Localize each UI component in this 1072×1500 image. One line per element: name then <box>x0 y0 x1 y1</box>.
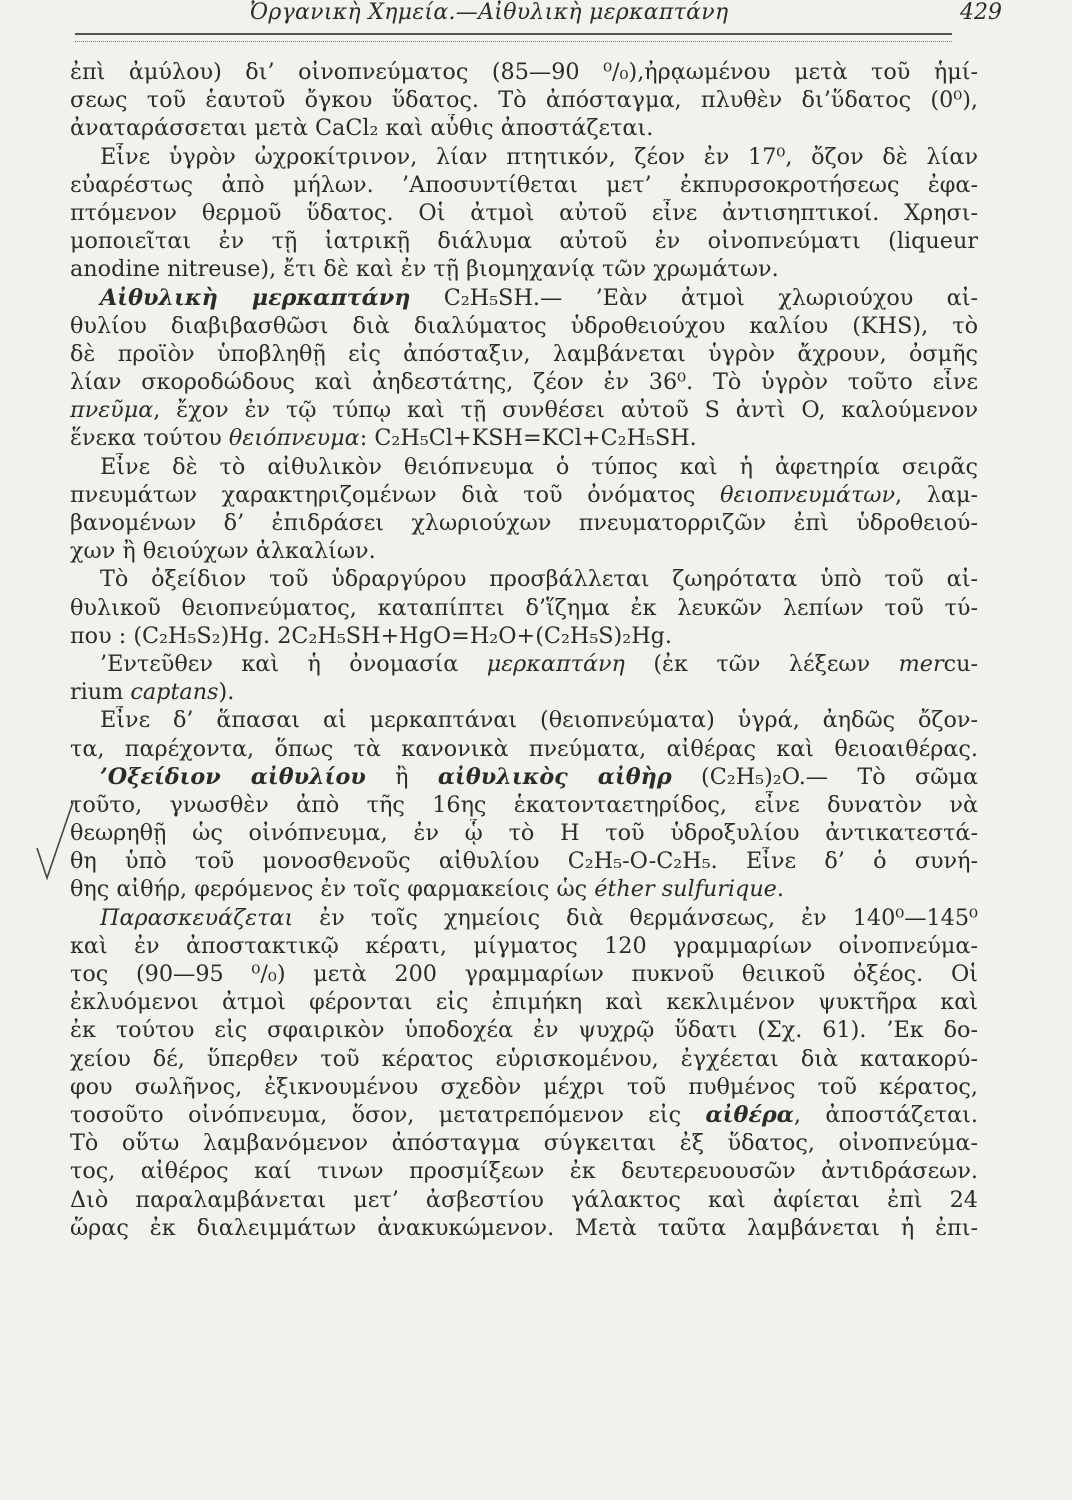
text-line <box>70 622 978 650</box>
text-run: ἕνεκα τούτου <box>70 425 229 452</box>
text-line <box>70 875 978 903</box>
bold-term: αἰθυλικὸς αἰθὴρ <box>437 763 672 790</box>
text-line <box>70 453 978 481</box>
italic-term: θειόπνευμα <box>228 425 360 452</box>
text-line <box>70 904 978 932</box>
text-run: Εἶνε δ’ ἅπασαι αἱ μερκαπτάναι (θειοπνεύματα) ὑγρά, ἀηδῶς ὄζον- <box>100 707 978 734</box>
text-line <box>70 1101 978 1129</box>
text-run: ἐκ τούτου εἰς σφαιρικὸν ὑποδοχέα ἐν ψυχρῷ ὕδατι (Σχ. 61). ’Εκ δο- <box>70 1017 978 1044</box>
text-line <box>70 735 978 763</box>
text-run: ἢ <box>365 763 438 790</box>
text-run: ἐκλυόμενοι ἀτμοὶ φέρονται εἰς ἐπιμήκη καὶ κεκλιμένον ψυκτῆρα καὶ <box>70 989 978 1016</box>
text-line <box>70 1129 978 1157</box>
text-run: : C₂H₅Cl+KSH=KCl+C₂H₅SH. <box>359 425 697 452</box>
text-line <box>70 594 978 622</box>
text-line <box>70 312 978 340</box>
text-line <box>70 424 978 452</box>
text-line <box>70 284 978 312</box>
text-line <box>70 537 978 565</box>
text-run: , ἔχον ἐν τῷ τύπῳ καὶ τῇ συνθέσει αὐτοῦ S ἀντὶ O, καλούμενον <box>153 397 978 424</box>
italic-term: θειοπνευμάτων <box>720 481 896 508</box>
italic-term: μερκαπτάνη <box>486 650 625 677</box>
text-run: (C₂H₅)₂O.— Τὸ σῶμα <box>671 763 978 790</box>
text-line <box>70 509 978 537</box>
text-run: θεωρηθῇ ὡς οἰνόπνευμα, ἐν ᾧ τὸ H τοῦ ὑδροξυλίου ἀντικατεστά- <box>70 820 978 847</box>
header-rule <box>75 33 952 42</box>
text-run: καὶ ἐν ἀποστακτικῷ κέρατι, μίγματος 120 γραμμαρίων οἰνοπνεύμα- <box>70 932 978 959</box>
text-run: δὲ προϊὸν ὑποβληθῇ εἰς ἀπόσταξιν, λαμβάνεται ὑγρὸν ἄχρουν, ὀσμῆς <box>70 340 978 367</box>
text-line <box>70 1157 978 1185</box>
text-run: βανομένων δ’ ἐπιδράσει χλωριούχων πνευματορριζῶν ἐπὶ ὑδροθειού- <box>70 510 978 536</box>
text-run: τα, παρέχοντα, ὅπως τὰ κανονικὰ πνεύματα, αἰθέρας καὶ θειοαιθέρας. <box>70 735 978 762</box>
text-run: cu- <box>943 650 978 677</box>
text-line <box>70 255 978 283</box>
text-line <box>70 1016 978 1044</box>
italic-term: Παρασκευάζεται <box>100 904 294 931</box>
text-run: τοῦτο, γνωσθὲν ἀπὸ τῆς 16ης ἑκατονταετηρίδος, εἶνε δυνατὸν νὰ <box>70 791 978 818</box>
text-line <box>70 86 978 114</box>
text-run: Τὸ ὀξείδιον τοῦ ὑδραργύρου προσβάλλεται ζωηρότατα ὑπὸ τοῦ αἰ- <box>100 566 978 593</box>
text-run: . <box>776 876 784 903</box>
text-run: anodine nitreuse), ἔτι δὲ καὶ ἐν τῇ βιομηχανίᾳ τῶν χρωμάτων. <box>70 256 779 283</box>
text-line <box>70 368 978 396</box>
text-line <box>70 481 978 509</box>
text-line <box>70 199 978 227</box>
text-run: τος, αἰθέρος καί τινων προσμίξεων ἐκ δευτερευουσῶν ἀντιδράσεων. <box>70 1158 978 1185</box>
text-run: τος (90—95 ⁰/₀) μετὰ 200 γραμμαρίων πυκνοῦ θειικοῦ ὀξέος. Οἱ <box>70 961 978 987</box>
page-number: 429 <box>960 0 1002 25</box>
text-line <box>70 340 978 368</box>
text-run: μοποιεῖται ἐν τῇ ἰατρικῇ διάλυμα αὐτοῦ ἐν οἰνοπνεύματι (liqueur <box>70 228 978 255</box>
text-line <box>70 58 978 86</box>
text-line <box>70 847 978 875</box>
text-line <box>70 763 978 791</box>
text-run: ’Εντεῦθεν καὶ ἡ ὀνομασία <box>100 650 487 677</box>
text-run: θη ὑπὸ τοῦ μονοσθενοῦς αἰθυλίου C₂H₅-O-C₂H₅. Εἶνε δ’ ὁ συνή- <box>70 848 978 875</box>
text-line <box>70 227 978 255</box>
running-header-title: Ὀργανικὴ Χημεία.—Αἰθυλικὴ μερκαπτάνη <box>250 0 729 25</box>
text-run: Εἶνε δὲ τὸ αἰθυλικὸν θειόπνευμα ὁ τύπος καὶ ἡ ἀφετηρία σειρᾶς <box>100 453 978 480</box>
text-line <box>70 1214 978 1242</box>
body-text <box>70 58 978 1242</box>
text-line <box>70 114 978 142</box>
text-run: ). <box>218 679 235 706</box>
text-run: θης αἰθήρ, φερόμενος ἐν τοῖς φαρμακείοις ὡς <box>70 876 595 903</box>
text-line <box>70 396 978 424</box>
text-run: που : (C₂H₅S₂)Hg. 2C₂H₅SH+HgO=H₂O+(C₂H₅S)₂Hg. <box>70 622 672 649</box>
text-line <box>70 791 978 819</box>
text-line <box>70 1073 978 1101</box>
text-line <box>70 1186 978 1214</box>
italic-term: mer <box>898 650 944 677</box>
text-run: ἐπὶ ἀμύλου) δι’ οἰνοπνεύματος (85—90 ⁰/₀),ἠρᾳωμένου μετὰ τοῦ ἡμί- <box>70 59 978 85</box>
text-run: εὐαρέστως ἀπὸ μήλων. ’Αποσυντίθεται μετ’ ἐκπυρσοκροτήσεως ἐφα- <box>70 171 978 198</box>
bold-term: αἰθέρα <box>705 1101 794 1128</box>
text-run: , λαμ- <box>895 481 978 508</box>
text-run: πτόμενον θερμοῦ ὕδατος. Οἱ ἀτμοὶ αὐτοῦ εἶνε ἀντισηπτικοί. Χρησι- <box>70 199 978 226</box>
text-run: χων ἢ θειούχων ἀλκαλίων. <box>70 538 376 565</box>
text-run: φου σωλῆνος, ἐξικνουμένου σχεδὸν μέχρι τοῦ πυθμένος τοῦ κέρατος, <box>70 1073 978 1100</box>
bold-term: ’Οξείδιον αἰθυλίου <box>100 763 366 790</box>
text-line <box>70 650 978 678</box>
text-run: σεως τοῦ ἑαυτοῦ ὄγκου ὕδατος. Τὸ ἀπόσταγμα, πλυθὲν δι’ὕδατος (0⁰), <box>70 87 978 114</box>
text-run: χείου δέ, ὕπερθεν τοῦ κέρατος εὑρισκομένου, ἐγχέεται διὰ κατακορύ- <box>70 1045 978 1072</box>
text-run: ἀναταράσσεται μετὰ CaCl₂ καὶ αὖθις ἀποστάζεται. <box>70 115 654 142</box>
italic-term: éther sulfurique <box>594 876 777 903</box>
running-header <box>70 0 1002 30</box>
text-run: θυλικοῦ θειοπνεύματος, καταπίπτει δ’ἵζημα ἐκ λευκῶν λεπίων τοῦ τύ- <box>70 594 978 621</box>
text-run: πνευμάτων χαρακτηριζομένων διὰ τοῦ ὀνόματος <box>70 481 721 508</box>
text-line <box>70 932 978 960</box>
text-line <box>70 143 978 171</box>
text-run: (ἐκ τῶν λέξεων <box>624 650 899 677</box>
text-run: , ἀποστάζεται. <box>793 1101 978 1128</box>
text-line <box>70 171 978 199</box>
text-line <box>70 819 978 847</box>
text-run: ἐν τοῖς χημείοις διὰ θερμάνσεως, ἐν 140⁰—145⁰ <box>293 904 978 931</box>
bold-term: Αἰθυλικὴ μερκαπτάνη <box>100 284 411 311</box>
italic-term: captans <box>130 679 219 706</box>
text-line <box>70 960 978 988</box>
text-line <box>70 565 978 593</box>
text-line <box>70 706 978 734</box>
text-line <box>70 988 978 1016</box>
text-line <box>70 678 978 706</box>
text-run: ὥρας ἐκ διαλειμμάτων ἀνακυκώμενον. Μετὰ ταῦτα λαμβάνεται ἡ ἐπι- <box>70 1214 978 1241</box>
text-run: Εἶνε ὑγρὸν ὠχροκίτρινον, λίαν πτητικόν, ζέον ἐν 17⁰, ὄζον δὲ λίαν <box>100 143 978 170</box>
text-run: Τὸ οὕτω λαμβανόμενον ἀπόσταγμα σύγκειται ἐξ ὕδατος, οἰνοπνεύμα- <box>70 1130 978 1157</box>
text-run: rium <box>70 679 131 706</box>
text-line <box>70 1045 978 1073</box>
text-run: C₂H₅SH.— ’Εὰν ἀτμοὶ χλωριούχου αἰ- <box>410 284 978 311</box>
text-run: τοσοῦτο οἰνόπνευμα, ὅσον, μετατρεπόμενον εἰς <box>70 1101 706 1128</box>
text-run: θυλίου διαβιβασθῶσι διὰ διαλύματος ὑδροθειούχου καλίου (KHS), τὸ <box>70 312 978 339</box>
italic-term: πνεῦμα <box>70 397 154 424</box>
text-run: Διὸ παραλαμβάνεται μετ’ ἀσβεστίου γάλακτος καὶ ἀφίεται ἐπὶ 24 <box>70 1186 978 1213</box>
text-run: λίαν σκοροδώδους καὶ ἀηδεστάτης, ζέον ἐν 36⁰. Τὸ ὑγρὸν τοῦτο εἶνε <box>70 369 978 396</box>
